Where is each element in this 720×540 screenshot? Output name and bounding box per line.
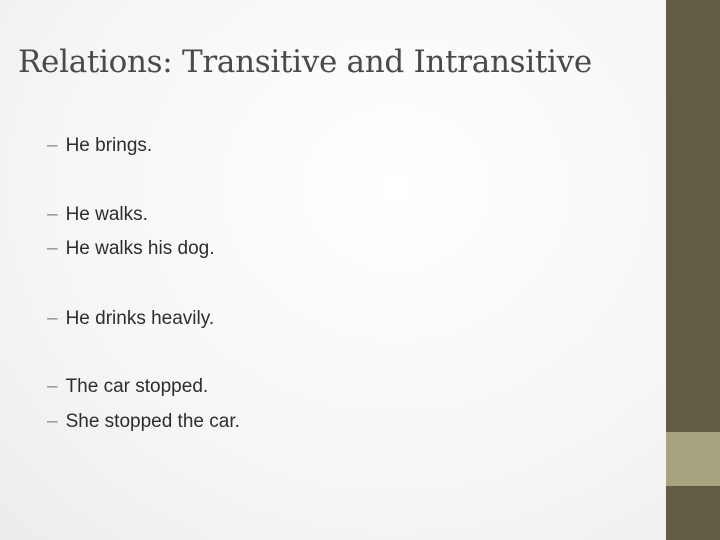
bullet-text: He walks.: [65, 204, 148, 225]
bullet-item: [47, 307, 214, 331]
bullet-item: [47, 410, 240, 434]
bullet-item: [47, 237, 214, 261]
bullet-text: He walks his dog.: [65, 238, 215, 259]
bullet-dash: –: [47, 238, 58, 259]
bullet-dash: –: [47, 204, 58, 225]
bullet-dash: –: [47, 308, 58, 329]
side-accent-block: [666, 432, 720, 486]
bullet-item: [47, 375, 208, 399]
bullet-text: She stopped the car.: [65, 411, 240, 432]
bullet-item: [47, 134, 152, 158]
bullet-text: He brings.: [65, 135, 153, 156]
slide-title: Relations: Transitive and Intransitive: [18, 44, 592, 80]
bullet-dash: –: [47, 411, 58, 432]
bullet-text: The car stopped.: [65, 376, 209, 397]
bullet-dash: –: [47, 376, 58, 397]
bullet-item: [47, 203, 148, 227]
bullet-text: He drinks heavily.: [65, 308, 215, 329]
bullet-dash: –: [47, 135, 58, 156]
